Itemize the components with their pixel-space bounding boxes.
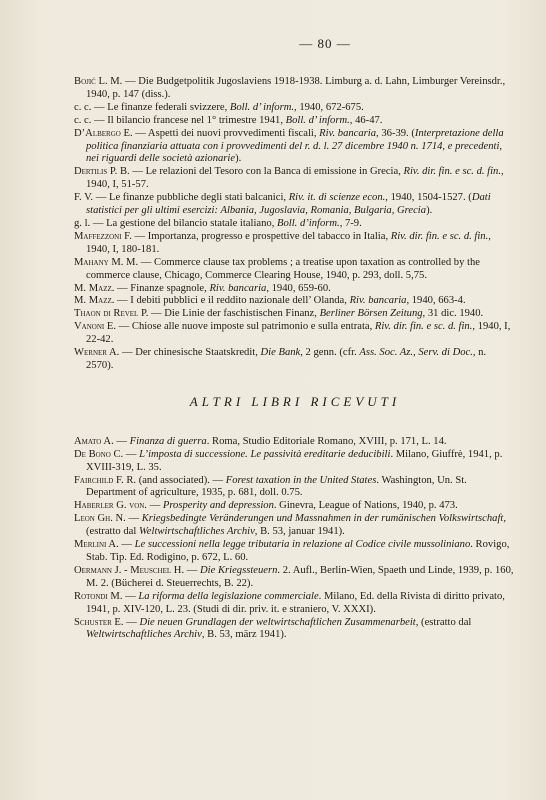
entry-title-italic: La riforma della legislazione commerciale xyxy=(138,590,319,602)
entry-text: g. l. — La gestione del bilancio statale italiano, xyxy=(74,217,277,229)
entry-author: Dertilis P. B. xyxy=(74,166,130,178)
bibliography-entry xyxy=(74,283,516,296)
entry-title-italic: Interpretazione della politica finanziaria attuata con i provvedimenti del r. d. l. 27 dicembre 1940 n. 1714, e precedenti, nei riguardi delle società azionarie xyxy=(86,127,504,165)
entry-title-italic: Riv. dir. fin. e sc. d. fin. xyxy=(403,166,501,178)
entry-text: . Milano, Giuffrè, 1941, p. XVIII-319, L. 35. xyxy=(86,448,503,473)
entry-text: ). xyxy=(426,205,433,217)
entry-author: De Bono C. xyxy=(74,448,124,460)
entry-author: Werner A. xyxy=(74,347,120,359)
bibliography-entry xyxy=(74,475,516,501)
entry-title-italic: Die Kriegssteuern xyxy=(200,564,278,576)
entry-author: Maffezzoni F. xyxy=(74,230,132,242)
entry-text: — xyxy=(118,539,135,551)
entry-text: , B. 53, januar 1941). xyxy=(254,526,345,538)
entry-title-italic: Le successioni nella legge tributaria in relazione al Codice civile mussoliniano xyxy=(134,539,471,551)
entry-author: Oermann J. - Meuschel H. xyxy=(74,564,185,576)
entry-text: , 1940, 672-675. xyxy=(294,101,364,113)
bibliography-entry xyxy=(74,436,516,449)
entry-text: — xyxy=(123,448,140,460)
entry-title-italic: Boll. d’ inform. xyxy=(229,101,295,113)
entry-author: Leon Gh. N. xyxy=(74,513,126,525)
entry-text: — Le relazioni del Tesoro con la Banca di emissione in Grecia, xyxy=(129,166,404,178)
entry-text: — I debiti pubblici e il reddito nazionale dell’ Olanda, xyxy=(114,295,350,307)
entry-title-italic: L’imposta di successione. Le passività ereditarie deducibili xyxy=(139,448,391,460)
entry-title-italic: Forest taxation in the United States xyxy=(225,474,377,486)
entry-text: , (estratto dal xyxy=(86,513,506,538)
bibliography-entry xyxy=(74,449,516,475)
entry-author: M. Mazz. xyxy=(74,282,115,294)
entry-title-italic: Prosperity and depression xyxy=(162,500,274,512)
entry-author: Rotondi M. xyxy=(74,590,123,602)
entry-author: Haberler G. von. xyxy=(74,500,147,512)
entry-title-italic: Weltwirtschaftliches Archiv xyxy=(138,526,255,538)
entry-title-italic: Berliner Börsen Zeitung xyxy=(319,308,423,320)
entry-title-italic: Finanza di guerra xyxy=(129,435,207,447)
entry-text: c. c. — Le finanze federali svizzere, xyxy=(74,101,230,113)
entry-title-italic: Die Bank xyxy=(260,347,301,359)
bibliography-entry xyxy=(74,500,516,513)
entry-text: , 46-47. xyxy=(349,114,383,126)
bibliography-entry xyxy=(74,617,516,643)
bibliography-entry xyxy=(74,565,516,591)
entry-text: . Washington, Un. St. Department of agriculture, 1935, p. 681, doll. 0.75. xyxy=(86,474,467,499)
entry-text: — Commerce clause tax problems ; a treatise upon taxation as controlled by the commerce clause, Chicago, Commerce Clearing House, 1940, p. 293, doll. 5,75. xyxy=(86,256,480,281)
entry-author: Vanoni E. xyxy=(74,321,116,333)
bibliography-entry xyxy=(74,218,516,231)
entry-text: — Die Budgetpolitik Jugoslaviens 1918-1938. Limburg a. d. Lahn, Limburger Vereinsdr., 1940, p. 147 (diss.). xyxy=(86,76,506,100)
entry-text: — xyxy=(146,500,163,512)
section-title: ALTRI LIBRI RICEVUTI xyxy=(189,393,401,409)
bibliography-entry xyxy=(74,257,516,283)
entry-text: . Milano, Ed. della Rivista di diritto privato, 1941, p. XIV-120, L. 23. (Studi di dir. priv. it. e straniero, V. XXXI). xyxy=(86,590,505,615)
bibliography-entry xyxy=(74,295,516,308)
entry-text: — xyxy=(184,564,200,576)
entry-text: ). xyxy=(235,153,242,165)
entry-title-italic: Riv. bancaria xyxy=(209,282,267,294)
entry-text: — xyxy=(123,616,140,628)
entry-text: — Chiose alle nuove imposte sul patrimonio e sulla entrata, xyxy=(115,321,375,333)
bibliography-entry xyxy=(74,76,516,102)
entry-title-italic: Riv. dir. fin. e sc. d. fin. xyxy=(390,230,489,242)
bibliography-entry xyxy=(74,102,516,115)
entry-text: — xyxy=(122,590,139,602)
bibliography-entry xyxy=(74,166,516,192)
entry-title-italic: Die neuen Grundlagen der weltwirtschaftlichen Zusammenarbeit xyxy=(139,616,416,628)
bibliography-entry xyxy=(74,539,516,565)
entry-text: . 2. Aufl., Berlin-Wien, Spaeth und Linde, 1939, p. 160, M. 2. (Bücherei d. Steuerrechts, B. 22). xyxy=(86,564,514,589)
entry-text: , 2 genn. (cfr. xyxy=(300,347,360,359)
entry-author: Fairchild F. R. xyxy=(74,474,137,486)
entry-text: — Finanze spagnole, xyxy=(114,282,210,294)
entry-title-italic: Boll. d’inform. xyxy=(277,217,340,229)
entry-text: — xyxy=(125,513,142,525)
entry-text: — Aspetti dei nuovi provvedimenti fiscali, xyxy=(132,127,320,139)
entry-title-italic: Riv. bancaria xyxy=(349,295,407,307)
entry-author: Schuster E. xyxy=(74,616,124,628)
entry-text: F. V. — Le finanze pubbliche degli stati balcanici, xyxy=(74,192,289,204)
bibliography-entry xyxy=(74,347,516,373)
entry-text: . Ginevra, League of Nations, 1940, p. 473. xyxy=(273,500,458,512)
entry-title-italic: Boll. d’ inform. xyxy=(285,114,350,126)
entry-text: — xyxy=(113,435,130,447)
bibliography-entry xyxy=(74,321,516,347)
entry-text: , 31 dic. 1940. xyxy=(422,308,484,320)
entry-author: Thaon di Revel P. xyxy=(74,308,149,320)
bibliography-entry xyxy=(74,513,516,539)
entry-text: , 36-39. ( xyxy=(376,127,415,139)
entry-author: Bojić L. M. xyxy=(74,76,123,87)
entry-text: , 1940, 663-4. xyxy=(406,295,466,307)
entry-author: Amato A. xyxy=(74,435,114,447)
entry-text: , 1940, 1504-1527. ( xyxy=(385,192,472,204)
entry-text: — Der chinesische Staatskredit, xyxy=(119,347,261,359)
page-number: — 80 — xyxy=(299,36,351,51)
entry-title-italic: Ass. Soc. Az., Serv. di Doc. xyxy=(359,347,473,359)
entry-title-italic: Riv. dir. fin. e sc. d. fin. xyxy=(374,321,473,333)
entry-author: Merlini A. xyxy=(74,539,119,551)
entry-text: — Die Linie der faschistischen Finanz, xyxy=(148,308,320,320)
entry-text: c. c. — Il bilancio francese nel 1° trimestre 1941, xyxy=(74,114,286,126)
bibliography-entry xyxy=(74,308,516,321)
entry-author: Mahany M. M. xyxy=(74,256,139,268)
entry-title-italic: Dati statistici per gli ultimi esercizi: Albania, Jugoslavia, Romania, Bulgaria, Grecia xyxy=(86,192,491,217)
bibliography-list xyxy=(74,76,516,373)
bibliography-entry xyxy=(74,192,516,218)
bibliography-entry xyxy=(74,115,516,128)
entry-text: , B. 53, märz 1941). xyxy=(201,629,287,641)
entry-text: , (estratto dal xyxy=(415,616,472,628)
entry-text: , 7-9. xyxy=(339,217,362,229)
entry-text: . Rovigo, Stab. Tip. Ed. Rodigino, p. 672, L. 60. xyxy=(86,539,510,563)
bibliography-entry xyxy=(74,591,516,617)
entry-author: M. Mazz. xyxy=(74,295,115,307)
entry-text: , 1940, I, 180-181. xyxy=(86,230,491,255)
entry-text: , 1940, 659-60. xyxy=(266,282,331,294)
entry-title-italic: Riv. bancaria xyxy=(319,127,377,139)
entry-text: , 1940, I, 51-57. xyxy=(86,166,504,191)
books-received-list xyxy=(74,436,516,643)
entry-text: , n. 2570). xyxy=(86,347,487,371)
bibliography-entry xyxy=(74,231,516,257)
entry-title-italic: Kriegsbedingte Veränderungen und Massnahmen in der rumänischen Volkswirtschaft xyxy=(141,513,504,525)
entry-title-italic: Weltwirtschaftliches Archiv xyxy=(86,629,202,641)
entry-text: . Roma, Studio Editoriale Romano, XVIII, p. 171, L. 14. xyxy=(206,435,447,447)
entry-author: D’Albergo E. xyxy=(74,127,133,139)
entry-text: , 1940, I, 22-42. xyxy=(86,321,511,346)
entry-text: — Importanza, progresso e prospettive del tabacco in Italia, xyxy=(131,230,391,242)
bibliography-entry xyxy=(74,128,516,167)
entry-text: (and associated). — xyxy=(136,474,226,486)
entry-title-italic: Riv. it. di scienze econ. xyxy=(288,192,386,204)
